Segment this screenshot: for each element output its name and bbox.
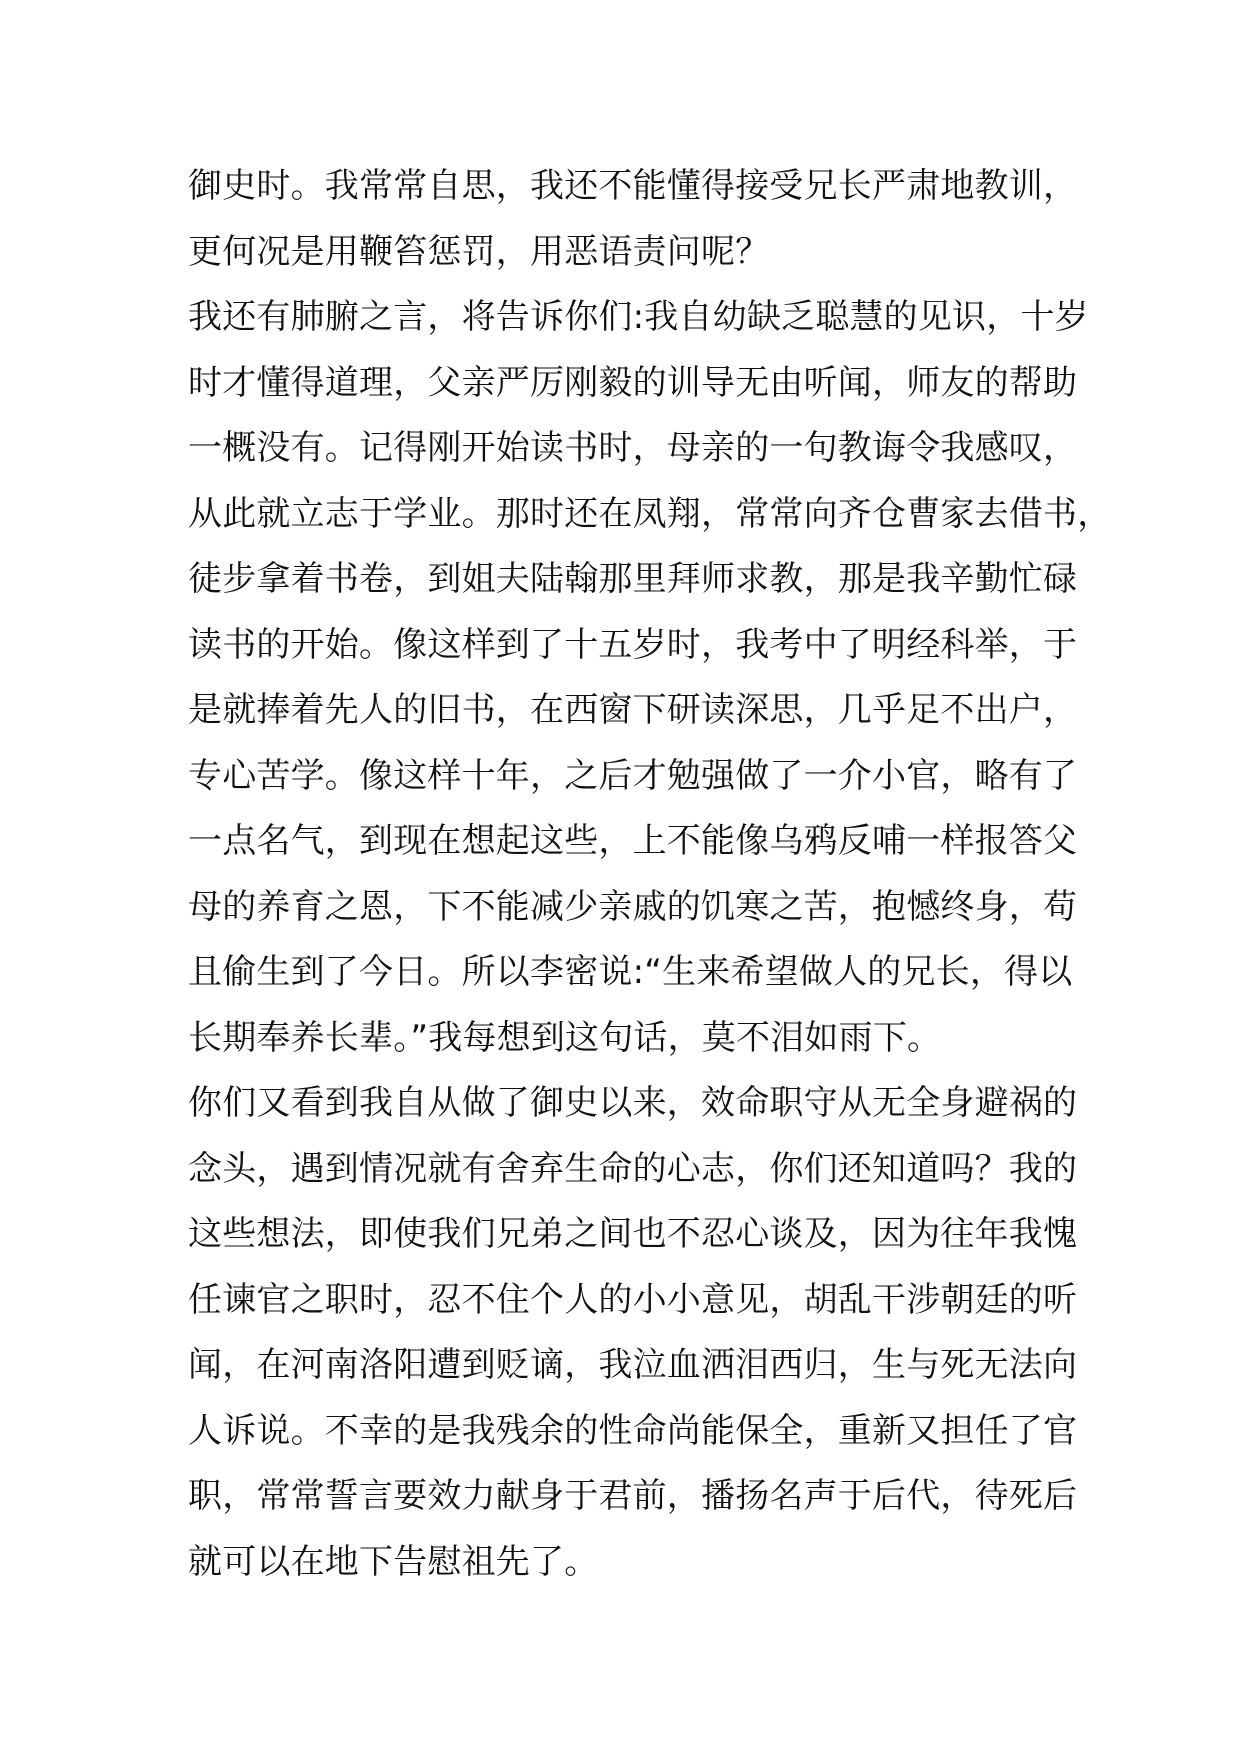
text-line: 御史时。我常常自思，我还不能懂得接受兄长严肃地教训， bbox=[188, 166, 1078, 206]
text-line: 徒步拿着书卷，到姐夫陆翰那里拜师求教，那是我辛勤忙碌 bbox=[188, 559, 1078, 599]
text-line: 更何况是用鞭笞惩罚，用恶语责问呢？ bbox=[188, 231, 770, 272]
text-line: 是就捧着先人的旧书，在西窗下研读深思，几乎足不出户， bbox=[188, 690, 1078, 730]
text-line: 闻，在河南洛阳遭到贬谪，我泣血洒泪西归，生与死无法向 bbox=[188, 1345, 1078, 1385]
text-line: 且偷生到了今日。所以李密说:“生来希望做人的兄长，得以 bbox=[188, 952, 1073, 992]
text-line: 母的养育之恩，下不能减少亲戚的饥寒之苦，抱憾终身，苟 bbox=[188, 886, 1078, 927]
text-line: 任谏官之职时，忍不住个人的小小意见，胡乱干涉朝廷的听 bbox=[188, 1279, 1078, 1320]
text-line: 职，常常誓言要效力献身于君前，播扬名声于后代，待死后 bbox=[188, 1476, 1078, 1516]
text-line: 这些想法，即使我们兄弟之间也不忍心谈及，因为往年我愧 bbox=[188, 1214, 1078, 1254]
text-line: 一概没有。记得刚开始读书时，母亲的一句教诲令我感叹， bbox=[188, 428, 1078, 468]
text-line: 一点名气，到现在想起这些，上不能像乌鸦反哺一样报答父 bbox=[188, 821, 1078, 861]
body-text bbox=[188, 154, 1112, 1595]
text-line: 专心苦学。像这样十年，之后才勉强做了一介小官，略有了 bbox=[188, 755, 1078, 796]
text-line: 时才懂得道理，父亲严厉刚毅的训导无由听闻，师友的帮助 bbox=[188, 362, 1078, 403]
text-line: 念头，遇到情况就有舍弃生命的心志，你们还知道吗？我的 bbox=[188, 1148, 1078, 1189]
text-line: 长期奉养长辈。”我每想到这句话，莫不泪如雨下。 bbox=[188, 1017, 942, 1058]
text-line: 从此就立志于学业。那时还在凤翔，常常向齐仓曹家去借书， bbox=[188, 493, 1112, 534]
text-line: 读书的开始。像这样到了十五岁时，我考中了明经科举，于 bbox=[188, 624, 1078, 665]
text-line: 我还有肺腑之言，将告诉你们:我自幼缺乏聪慧的见识，十岁 bbox=[188, 297, 1089, 337]
text-line: 你们又看到我自从做了御史以来，效命职守从无全身避祸的 bbox=[188, 1083, 1078, 1123]
text-line: 人诉说。不幸的是我残余的性命尚能保全，重新又担任了官 bbox=[188, 1410, 1078, 1451]
text-line: 就可以在地下告慰祖先了。 bbox=[188, 1541, 599, 1582]
